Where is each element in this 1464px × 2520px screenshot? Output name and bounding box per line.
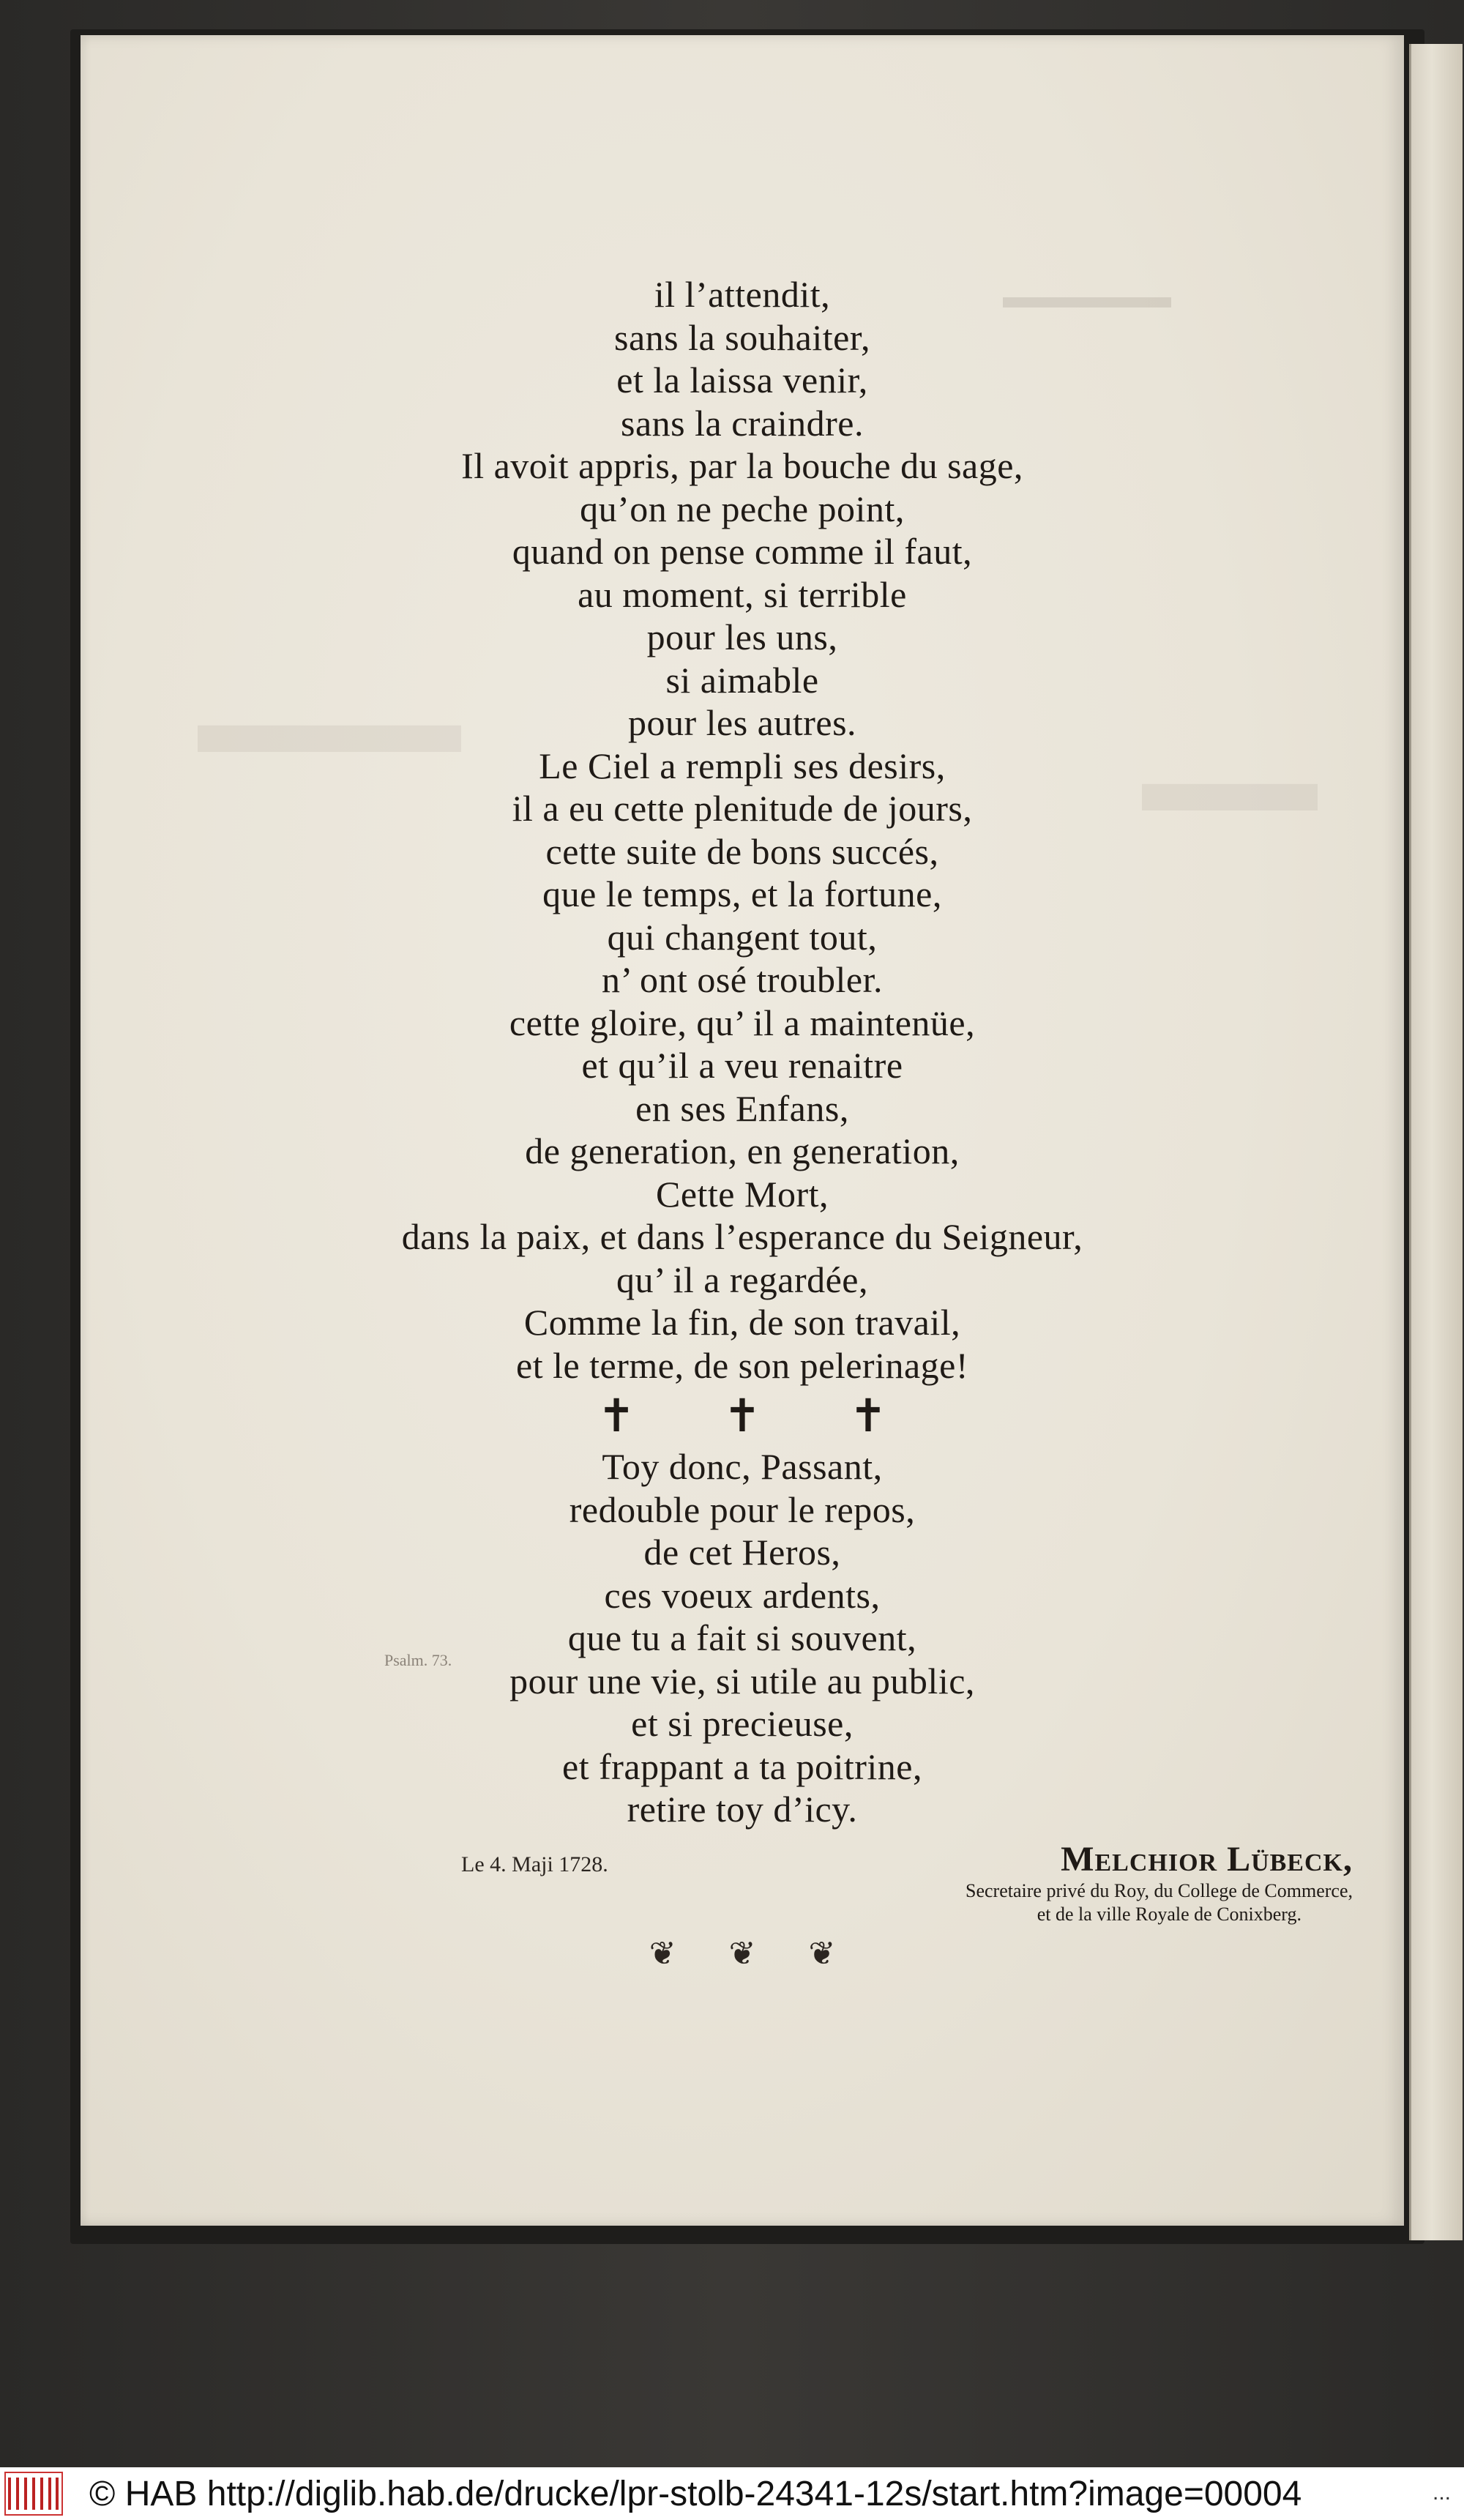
poem-line: au moment, si terrible [578, 573, 907, 615]
closing-line: que tu a fait si souvent, [567, 1617, 917, 1658]
cross-row [81, 1387, 1404, 1445]
cross-icon: ✝ [848, 1389, 887, 1442]
ornament-row [81, 1935, 1404, 1972]
footer-url[interactable]: HAB http://diglib.hab.de/drucke/lpr-stolb-24341-12s/start.htm?image=00004 [124, 2474, 1302, 2513]
poem-body [81, 273, 1404, 1831]
poem-line: pour les uns, [646, 616, 838, 657]
poem-line: et le terme, de son pelerinage! [516, 1344, 968, 1386]
cross-icon: ✝ [723, 1389, 761, 1442]
more-icon[interactable]: ... [1432, 2480, 1451, 2505]
fleuron-icon: ❦ [649, 1935, 676, 1972]
poem-line: quand on pense comme il faut, [512, 531, 973, 572]
closing-line: ces voeux ardents, [604, 1574, 881, 1616]
signature-title-2: et de la ville Royale de Conixberg. [1037, 1904, 1301, 1925]
cross-icon: ✝ [597, 1389, 636, 1442]
closing-line: Toy donc, Passant, [602, 1446, 883, 1487]
footer-source[interactable] [89, 2474, 1301, 2514]
show-through: ▬▬ [1142, 732, 1318, 830]
poem-line: que le temps, et la fortune, [542, 873, 942, 914]
closing-line: retire toy d’icy. [627, 1789, 858, 1830]
poem-line: si aimable [665, 659, 819, 701]
closing-line: et si precieuse, [631, 1703, 854, 1744]
poem-line: Le Ciel a rempli ses desirs, [539, 745, 946, 786]
next-leaf-edge [1409, 44, 1463, 2240]
poem-line: dans la paix, et dans l’esperance du Seigneur, [401, 1216, 1083, 1257]
poem-line: Cette Mort, [655, 1173, 829, 1215]
signature-name: Melchior Lübeck, [1061, 1840, 1353, 1879]
fleuron-icon: ❦ [808, 1935, 836, 1972]
copyright-symbol: © [89, 2474, 116, 2513]
fleuron-icon: ❦ [728, 1935, 756, 1972]
closing-line: redouble pour le repos, [569, 1488, 916, 1530]
signature-title-1: Secretaire privé du Roy, du College de Commerce, [966, 1880, 1353, 1901]
poem-line: cette gloire, qu’ il a maintenüe, [509, 1002, 976, 1043]
poem-line: cette suite de bons succés, [545, 830, 939, 872]
barcode-icon [4, 2472, 63, 2516]
closing-line: et frappant a ta poitrine, [562, 1745, 922, 1787]
poem-line: il a eu cette plenitude de jours, [512, 788, 973, 829]
margin-note: Psalm. 73. [384, 1651, 452, 1669]
poem-line: qu’on ne peche point, [580, 488, 905, 529]
poem-line: sans la souhaiter, [614, 316, 870, 358]
poem-line: sans la craindre. [621, 402, 864, 444]
footer-bar [0, 2467, 1464, 2520]
closing-line: pour une vie, si utile au public, [509, 1660, 975, 1701]
poem-line: et qu’il a veu renaitre [581, 1045, 903, 1086]
date-line: Le 4. Maji 1728. [461, 1852, 608, 1876]
poem-line: en ses Enfans, [635, 1087, 849, 1129]
poem-line: Comme la fin, de son travail, [523, 1302, 961, 1343]
poem-line: de generation, en generation, [525, 1130, 960, 1171]
show-through: ▬▬▬ [198, 674, 461, 771]
show-through: ▬▬▬▬▬ [1003, 277, 1171, 315]
poem-line: qu’ il a regardée, [616, 1259, 868, 1300]
poem-line: n’ ont osé troubler. [602, 959, 883, 1000]
poem-line: il l’attendit, [654, 274, 831, 315]
closing-line: de cet Heros, [643, 1532, 841, 1573]
signature-block [966, 1839, 1353, 1926]
poem-line: qui changent tout, [607, 916, 878, 958]
poem-line: et la laissa venir, [616, 359, 868, 400]
poem-line: pour les autres. [627, 702, 857, 743]
poem-line: Il avoit appris, par la bouche du sage, [461, 445, 1023, 486]
document-page [81, 35, 1404, 2226]
